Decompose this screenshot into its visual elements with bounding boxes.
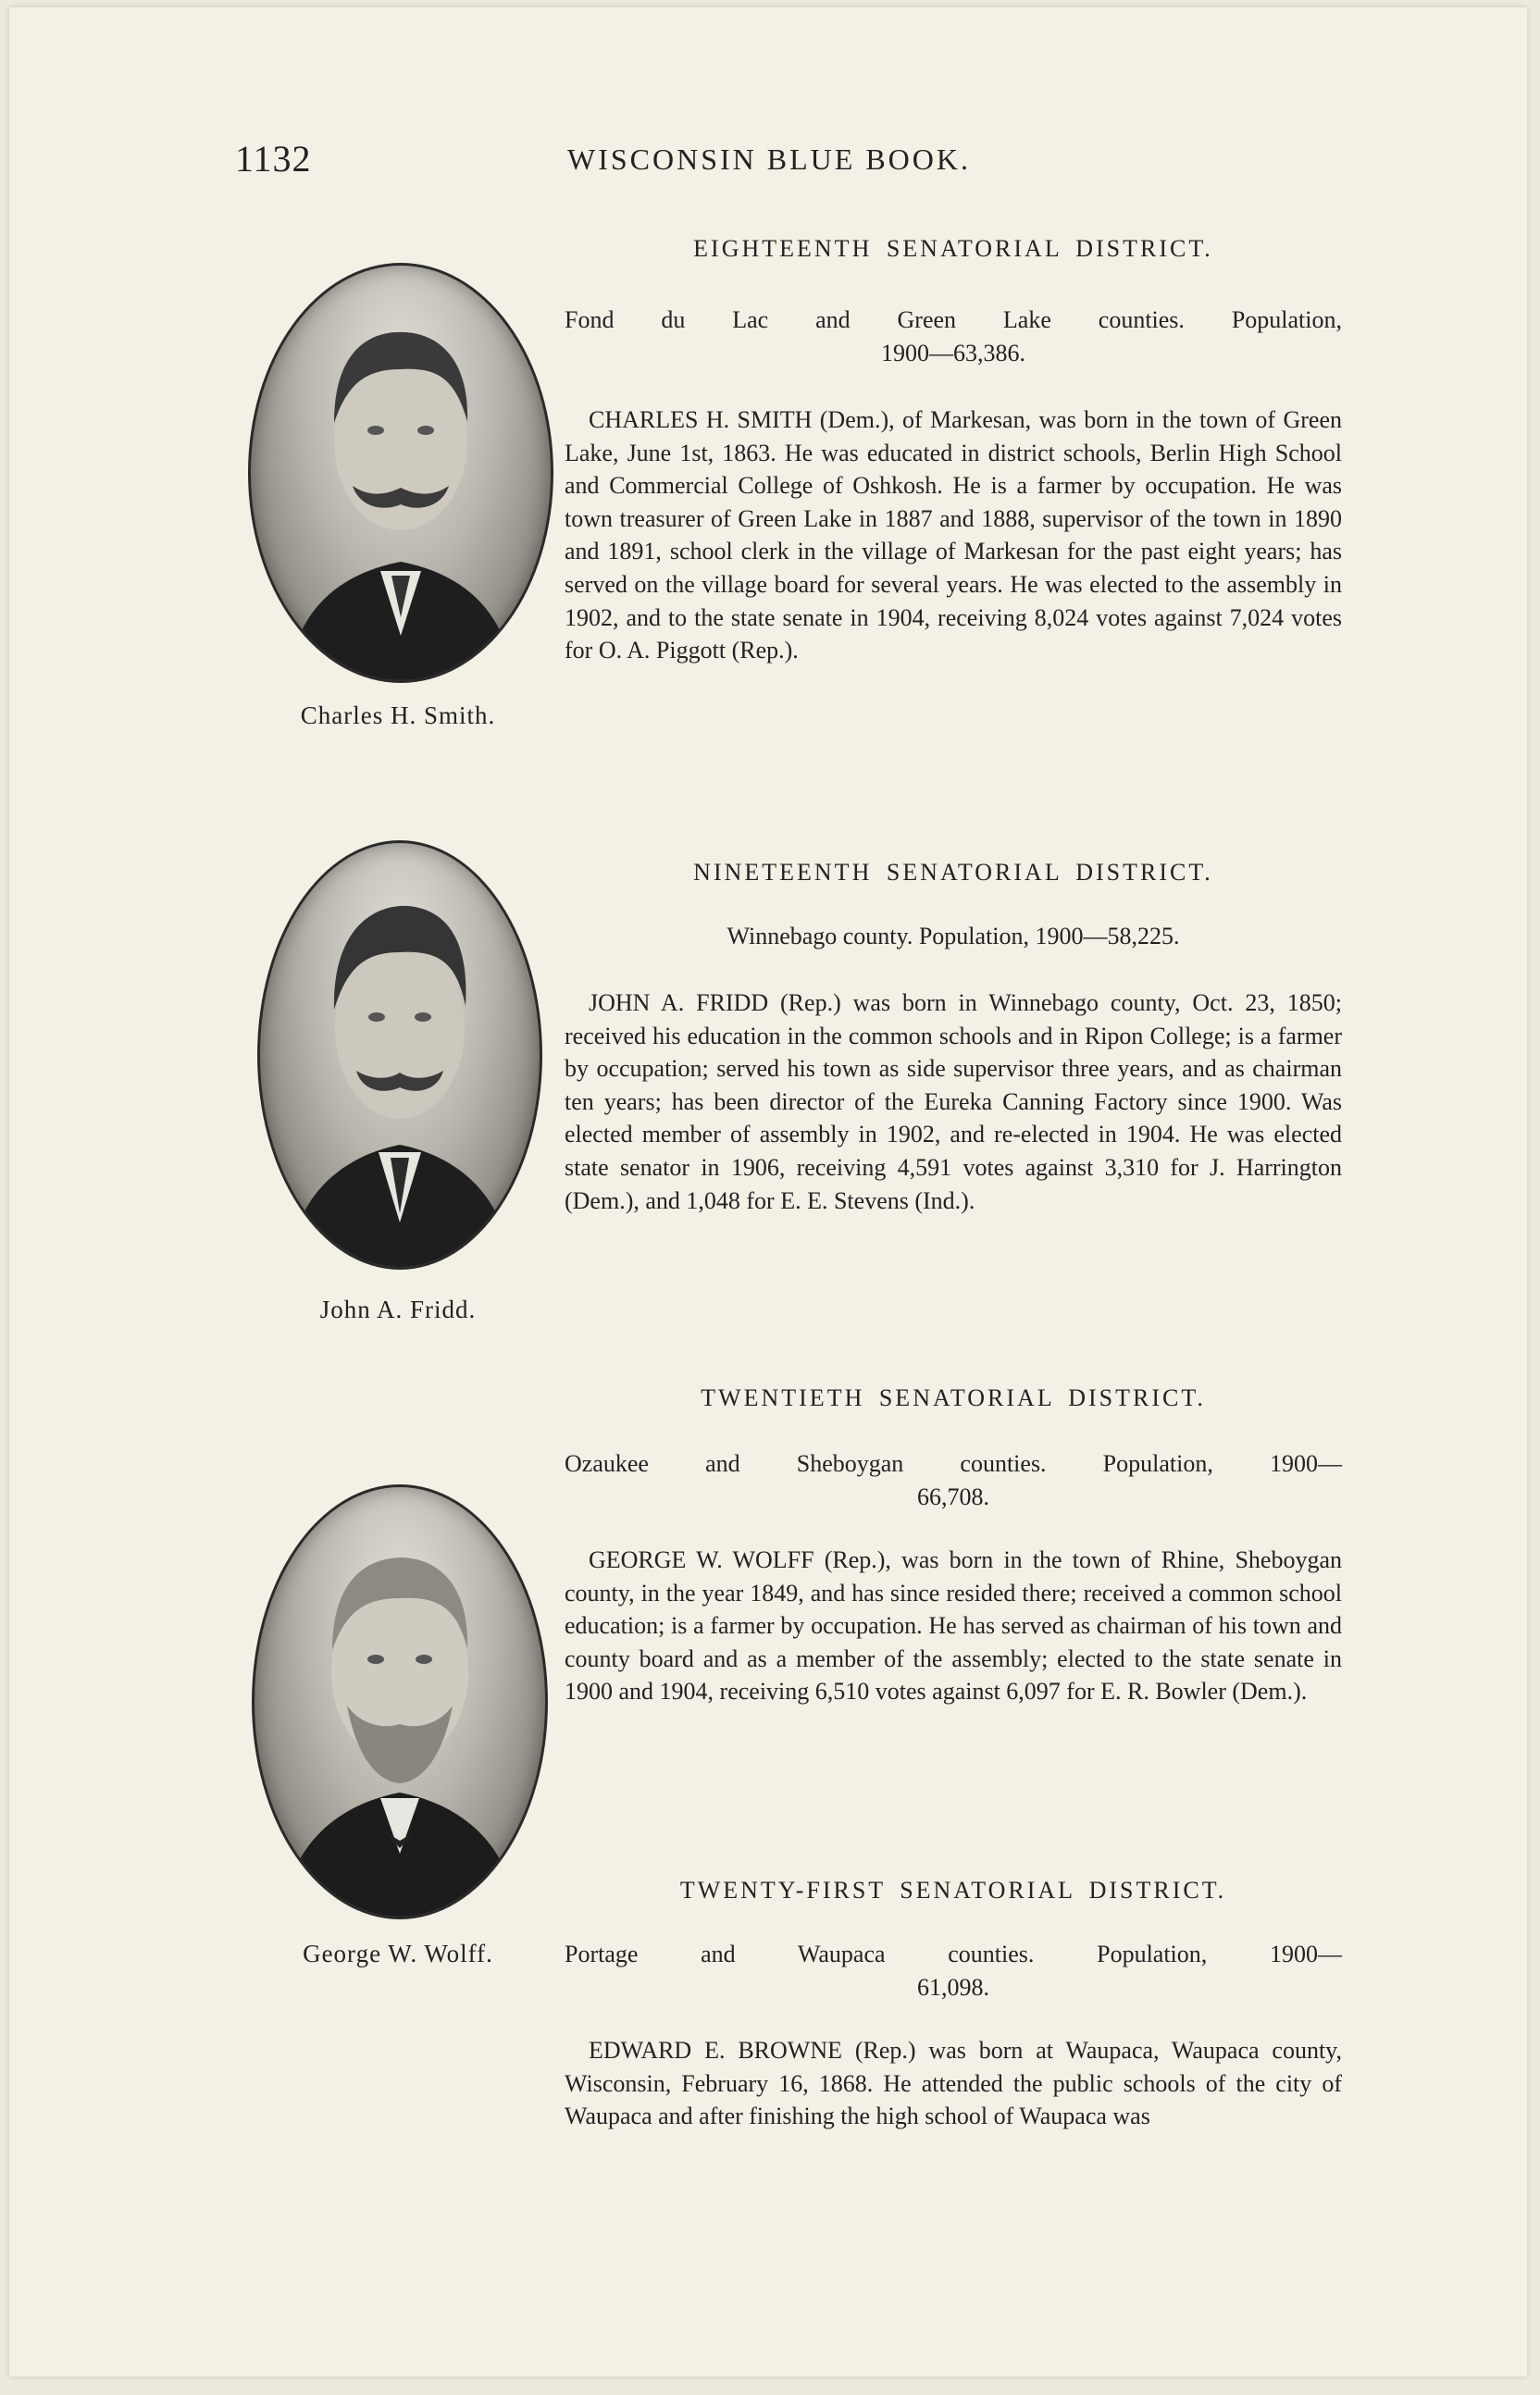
biography-edward-e-browne: EDWARD E. BROWNE (Rep.) was born at Waupaca, Waupaca county, Wisconsin, February 16, 1868. He attended the public schools of the city of Waupaca and after finishing the high school of Waupaca was [565,2037,1342,2130]
biography-john-a-fridd: JOHN A. FRIDD (Rep.) was born in Winnebago county, Oct. 23, 1850; received his education in the common schools and in Ripon College; is a farmer by occupation; served his town as side supervisor three years, and as chairman ten years; has been director of the Eureka Canning Factory since 1900. Was elected member of assembly in 1902, and re-elected in 1904. He was elected state senator in 1906, receiving 4,591 votes against 3,310 for J. Harrington (Dem.), and 1,048 for E. E. Stevens (Ind.). [565,989,1342,1214]
portrait-john-a-fridd [257,840,542,1270]
district-heading-nineteenth: NINETEENTH SENATORIAL DISTRICT. [693,859,1213,886]
running-head: WISCONSIN BLUE BOOK. [567,143,971,176]
district-heading-eighteenth: EIGHTEENTH SENATORIAL DISTRICT. [693,235,1213,262]
biography-charles-h-smith: CHARLES H. SMITH (Dem.), of Markesan, was born in the town of Green Lake, June 1st, 1863. He was educated in district schools, Berlin High School and Commercial College of Oshkosh. He is a farmer by occupation. He was town treasurer of Green Lake in 1887 and 1888, supervisor of the town in 1890 and 1891, school clerk in the village of Markesan for the past eight years; has served on the village board for several years. He was elected to the assembly in 1902, and to the state senate in 1904, receiving 8,024 votes against 7,024 votes for O. A. Piggott (Rep.). [565,406,1342,664]
district-heading-twentieth: TWENTIETH SENATORIAL DISTRICT. [701,1384,1206,1411]
portrait-figure-icon [251,266,551,680]
book-page [9,7,1527,2376]
district-info-line1: Fond du Lac and Green Lake counties. Population, [565,306,1342,333]
portrait-figure-icon [260,843,540,1267]
district-info-line2: 1900—63,386. [881,340,1025,366]
district-info-twenty-first [565,1938,1342,2004]
caption-charles-h-smith: Charles H. Smith. [300,701,496,729]
caption-john-a-fridd: John A. Fridd. [319,1296,477,1323]
district-info-line1: Portage and Waupaca counties. Population, 1900— [565,1941,1342,1967]
district-info-line1: Ozaukee and Sheboygan counties. Population, 1900— [565,1450,1342,1477]
district-info-eighteenth [565,304,1342,370]
portrait-figure-icon [255,1487,545,1917]
page-number: 1132 [235,138,312,180]
district-info-line2: 61,098. [917,1974,989,2001]
district-info-twentieth [565,1447,1342,1514]
caption-george-w-wolff: George W. Wolff. [303,1940,493,1967]
portrait-charles-h-smith [248,263,553,683]
district-heading-twenty-first: TWENTY-FIRST SENATORIAL DISTRICT. [679,1877,1227,1904]
portrait-george-w-wolff [252,1484,548,1919]
district-info-nineteenth: Winnebago county. Population, 1900—58,225. [727,923,1180,949]
biography-george-w-wolff: GEORGE W. WOLFF (Rep.), was born in the town of Rhine, Sheboygan county, in the year 1849, and has since resided there; received a common school education; is a farmer by occupation. He has served as chairman of his town and county board and as a member of the assembly; elected to the state senate in 1900 and 1904, receiving 6,510 votes against 6,097 for E. R. Bowler (Dem.). [565,1546,1342,1706]
district-info-line2: 66,708. [917,1483,989,1510]
